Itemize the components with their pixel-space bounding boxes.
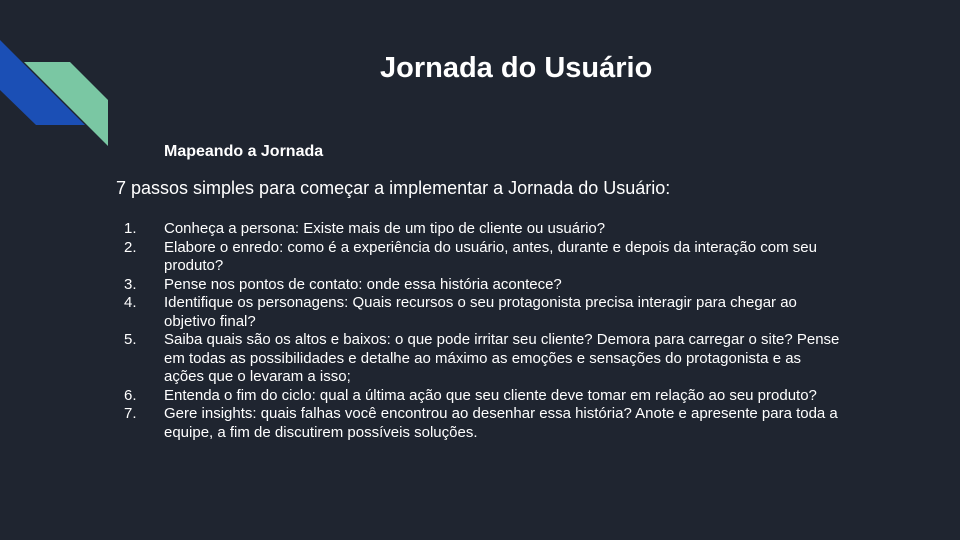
- step-number: 4.: [124, 294, 137, 311]
- step-number: 7.: [124, 405, 137, 422]
- step-number: 1.: [124, 220, 137, 237]
- step-text: Entenda o fim do ciclo: qual a última ação que seu cliente deve tomar em relação ao seu produto?: [164, 386, 817, 404]
- list-item: [124, 239, 840, 276]
- list-item: [124, 276, 840, 295]
- step-text: Conheça a persona: Existe mais de um tipo de cliente ou usuário?: [164, 220, 606, 237]
- list-item: [124, 294, 840, 331]
- step-text: Identifique os personagens: Quais recursos o seu protagonista precisa interagir para chegar ao objetivo final?: [164, 294, 797, 330]
- step-number: 3.: [124, 275, 137, 293]
- slide-subtitle: Mapeando a Jornada: [164, 143, 324, 160]
- steps-list: [124, 220, 840, 442]
- step-number: 6.: [124, 386, 137, 404]
- list-item: [124, 220, 840, 239]
- corner-decoration: [0, 0, 120, 160]
- step-number: 2.: [124, 238, 137, 256]
- step-text: Saiba quais são os altos e baixos: o que pode irritar seu cliente? Demora para carregar o site? Pense em todas as possibilidades e detalhe ao máximo as emoções e sensações do protagonista e as ações que o levaram a isso;: [164, 331, 840, 385]
- step-text: Pense nos pontos de contato: onde essa história acontece?: [164, 275, 562, 293]
- slide-title: Jornada do Usuário: [380, 52, 653, 84]
- intro-text: 7 passos simples para começar a implementar a Jornada do Usuário:: [116, 178, 671, 198]
- list-item: [124, 387, 840, 406]
- step-text: Gere insights: quais falhas você encontrou ao desenhar essa história? Anote e apresente para toda a equipe, a fim de discutirem possíveis soluções.: [164, 405, 838, 441]
- step-text: Elabore o enredo: como é a experiência do usuário, antes, durante e depois da interação com seu produto?: [164, 238, 817, 274]
- list-item: [124, 405, 840, 442]
- step-number: 5.: [124, 331, 137, 348]
- list-item: [124, 331, 840, 387]
